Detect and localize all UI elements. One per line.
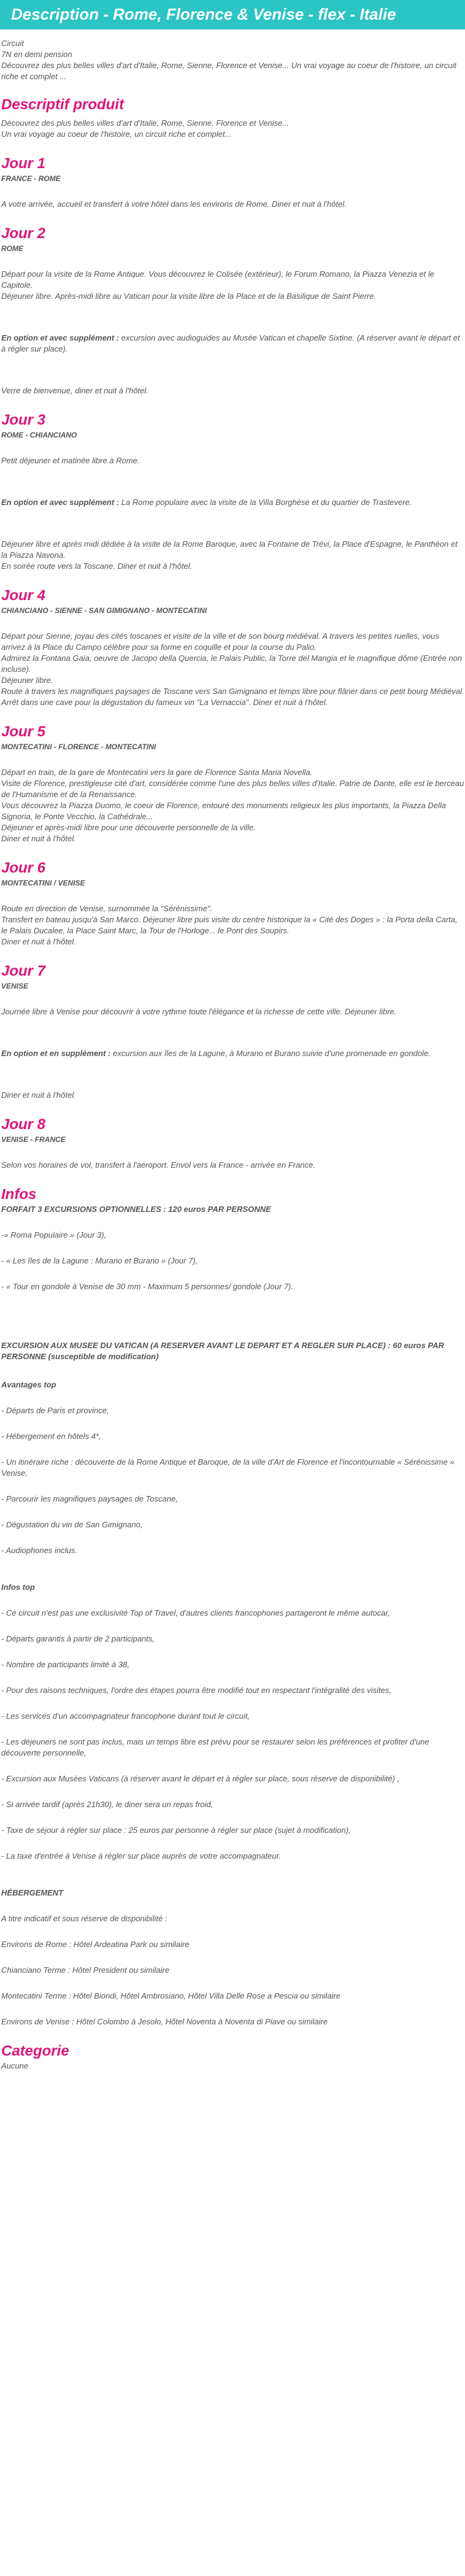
text-line: Transfert en bateau jusqu'à San Marco. Déjeuner libre puis visite du centre historique la « Cité des Doges » : la Porta della Carta, le Palais Ducalee, la Place Saint Marc, la Tour de l'Horloge... le Pont des Soupirs. [1, 915, 458, 935]
list-item: - Les déjeuners ne sont pas inclus, mais un temps libre est prévu pour se restaurer selon les préférences et profiter d'une découverte personnelle, [1, 1737, 429, 1757]
list-item: - Départs garantis à partir de 2 participants, [1, 1634, 155, 1643]
list-item: Chianciano Terme : Hôtel President ou similaire [1, 1965, 170, 1975]
text-line: Route à travers les magnifiques paysages de Toscane vers San Gimignano et temps libre pour flâner dans ce petit bourg Médiéval. [1, 687, 464, 696]
list-item: - Dégustation du vin de San Gimignano, [1, 1520, 143, 1529]
list-item: - Taxe de séjour à régler sur place : 25 euros par personne à régler sur place (sujet à modification), [1, 1826, 351, 1835]
text-line: Déjeuner et après-midi libre pour une découverte personnelle de la ville. [1, 823, 256, 832]
text-line: Petit déjeuner et matinée libre à Rome. [1, 456, 140, 465]
text-line: Départ pour la visite de la Rome Antique. Vous découvrez le Colisée (extérieur), le Forum Romano, la Piazza Venezia et le Capitole. [1, 269, 434, 290]
vatican-line: EXCURSION AUX MUSEE DU VATICAN (A RESERVER AVANT LE DEPART ET A REGLER SUR PLACE) : 60 euros PAR PERSONNE (susceptible de modification) [1, 1341, 444, 1361]
text-line: Selon vos horaires de vol, transfert à l'aéroport. Envol vers la France - arrivée en France. [1, 1160, 315, 1170]
text-line: En soirée route vers la Toscane. Diner et nuit à l'hôtel. [1, 561, 193, 571]
text-line: Un vrai voyage au coeur de l'histoire, un circuit riche et complet... [1, 129, 232, 139]
list-item: - Hébergement en hôtels 4*, [1, 1432, 101, 1441]
list-item: A titre indicatif et sous réserve de disponibilité : [1, 1914, 167, 1923]
intro-line: Circuit [1, 39, 24, 48]
list-item: - « Tour en gondole à Venise de 30 mm - Maximum 5 personnes/ gondole (Jour 7). [1, 1282, 293, 1291]
list-item: - Parcourir les magnifiques paysages de Toscane, [1, 1494, 178, 1503]
day-subtitle: CHIANCIANO - SIENNE - SAN GIMIGNANO - MONTECATINI [1, 606, 207, 615]
day-subtitle: MONTECATINI / VENISE [1, 879, 85, 887]
list-item: - Excursion aux Musées Vaticans (à réserver avant le départ et à régler sur place, sous réserve de disponibilité) , [1, 1774, 400, 1783]
sub-heading: Avantages top [1, 1380, 56, 1389]
option-line: En option et avec supplément : La Rome populaire avec la visite de la Villa Borghèse et du quartier de Trastevere. [1, 498, 412, 507]
day-subtitle: VENISE [1, 982, 29, 990]
section-title: Infos [1, 1186, 37, 1203]
section-title: Categorie [1, 2043, 69, 2059]
text-line: Déjeuner libre. Après-midi libre au Vatican pour la visite libre de la Place et de la Basilique de Saint Pierre. [1, 291, 377, 301]
list-item: Montecatini Terme : Hôtel Biondi, Hôtel Ambrosiano, Hôtel Villa Delle Rose a Pescia ou similaire [1, 1991, 340, 2000]
list-item: - Nombre de participants limité à 38, [1, 1660, 129, 1669]
list-item: Environs de Rome : Hôtel Ardeatina Park ou similaire [1, 1940, 190, 1949]
intro-line: Découvrez des plus belles villes d'art d'Italie, Rome, Sienne, Florence et Venise... Un vrai voyage au coeur de l'histoire, un circuit riche et complet ... [1, 61, 456, 81]
text-line: Vous découvrez la Piazza Duomo, le coeur de Florence, entouré des monuments religieux les plus importants, la Piazza Della Signoria, le Ponte Vecchio, la Cathédrale... [1, 801, 446, 821]
text-line: Journée libre à Venise pour découvrir à votre rythme toute l'élégance et la richesse de cette ville. Déjeuner libre. [1, 1007, 397, 1016]
day-title: Jour 7 [1, 963, 46, 979]
text-line: Diner et nuit à l'hôtel. [1, 937, 76, 946]
day-title: Jour 2 [1, 225, 46, 242]
text-line: Déjeuner libre et après midi dédiée à la visite de la Rome Baroque, avec la Fontaine de Trévi, la Place d'Espagne, le Panthéon et la Piazza Navona. [1, 539, 458, 560]
list-item: -» Roma Populaire » (Jour 3), [1, 1230, 107, 1240]
text-line: Découvrez des plus belles villes d'art d'Italie, Rome, Sienne, Florence et Venise... [1, 118, 290, 128]
text-line: A votre arrivée, accueil et transfert à votre hôtel dans les environs de Rome. Diner et nuit à l'hôtel. [1, 199, 347, 209]
forfait-line: FORFAIT 3 EXCURSIONS OPTIONNELLES : 120 euros PAR PERSONNE [1, 1205, 271, 1214]
list-item: - Pour des raisons techniques, l'ordre des étapes pourra être modifié tout en respectant l'intégralité des visites, [1, 1686, 391, 1695]
section-title: Descriptif produit [1, 96, 125, 113]
list-item: - Un itinéraire riche : découverte de la Rome Antique et Baroque, de la ville d'Art de Florence et l'incontournable « Sérénissime » Venise, [1, 1457, 455, 1478]
day-title: Jour 5 [1, 723, 46, 740]
text-line: Départ en train, de la gare de Montecatini vers la gare de Florence Santa Maria Novella. [1, 768, 313, 777]
day-subtitle: FRANCE - ROME [1, 174, 61, 183]
page-title: Description - Rome, Florence & Venise - flex - Italie [0, 0, 465, 29]
text-line: Diner et nuit à l'hôtel. [1, 1090, 76, 1100]
list-item: - « Les îles de la Lagune : Murano et Burano » (Jour 7), [1, 1256, 198, 1265]
text-line: Admirez la Fontana Gaia, oeuvre de Jacopo della Quercia, le Palais Public, la Torre del Mangia et le magnifique dôme (Entrée non incluse). [1, 654, 463, 674]
day-subtitle: ROME - CHIANCIANO [1, 431, 77, 439]
sub-heading: HÉBERGEMENT [1, 1888, 64, 1897]
day-title: Jour 1 [1, 155, 46, 172]
list-item: - Ce circuit n'est pas une exclusivité Top of Travel, d'autres clients francophones partageront le même autocar, [1, 1608, 390, 1618]
day-subtitle: MONTECATINI - FLORENCE - MONTECATINI [1, 742, 156, 751]
text-line: Départ pour Sienne, joyau des cités toscanes et visite de la ville et de son bourg médiéval. A travers les petites ruelles, vous arrivez à la Place du Campo célèbre pour sa forme en coquille et pour la course du Palio. [1, 631, 439, 652]
day-subtitle: VENISE - FRANCE [1, 1135, 66, 1144]
list-item: Environs de Venise : Hôtel Colombo à Jesolo, Hôtel Noventa à Noventa di Piave ou similaire [1, 2017, 328, 2026]
text-line: Verre de bienvenue, diner et nuit à l'hôtel. [1, 386, 148, 395]
day-title: Jour 4 [1, 587, 46, 604]
intro-line: 7N en demi pension [1, 50, 72, 59]
text-line: Déjeuner libre. [1, 676, 53, 685]
day-title: Jour 8 [1, 1116, 46, 1133]
text-line: Route en direction de Venise, surnommée la "Sérénissime". [1, 904, 213, 913]
day-subtitle: ROME [1, 244, 23, 253]
option-line: En option et en supplément : excursion aux îles de la Lagune, à Murano et Burano suivie d'une promenade en gondole. [1, 1049, 431, 1058]
day-title: Jour 3 [1, 412, 46, 428]
sub-heading: Infos top [1, 1583, 35, 1592]
list-item: - Audiophones inclus. [1, 1546, 77, 1555]
text-line: Visite de Florence, prestigieuse cité d'art, considérée comme l'une des plus belles villes d'Italie. Patrie de Dante, elle est le berceau de l'Humanisme et de la Renaissance. [1, 779, 464, 799]
text-line: Diner et nuit à l'hôtel. [1, 834, 76, 843]
option-line: En option et avec supplément : excursion avec audioguides au Musée Vatican et chapelle Sixtine. (A réserver avant le départ et à régler sur place). [1, 333, 460, 353]
day-title: Jour 6 [1, 860, 46, 876]
intro [1, 38, 465, 82]
categorie-value: Aucune [1, 2061, 29, 2070]
list-item: - La taxe d'entrée à Venise à régler sur place auprès de votre accompagnateur. [1, 1851, 282, 1861]
list-item: - Départs de Paris et province, [1, 1406, 109, 1415]
list-item: - Les services d'un accompagnateur francophone durant tout le circuit, [1, 1711, 250, 1721]
list-item: - Si arrivée tardif (après 21h30), le diner sera un repas froid, [1, 1800, 213, 1809]
text-line: Arrêt dans une cave pour la dégustation du fameux vin "La Vernaccia". Diner et nuit à l'hôtel. [1, 698, 328, 707]
